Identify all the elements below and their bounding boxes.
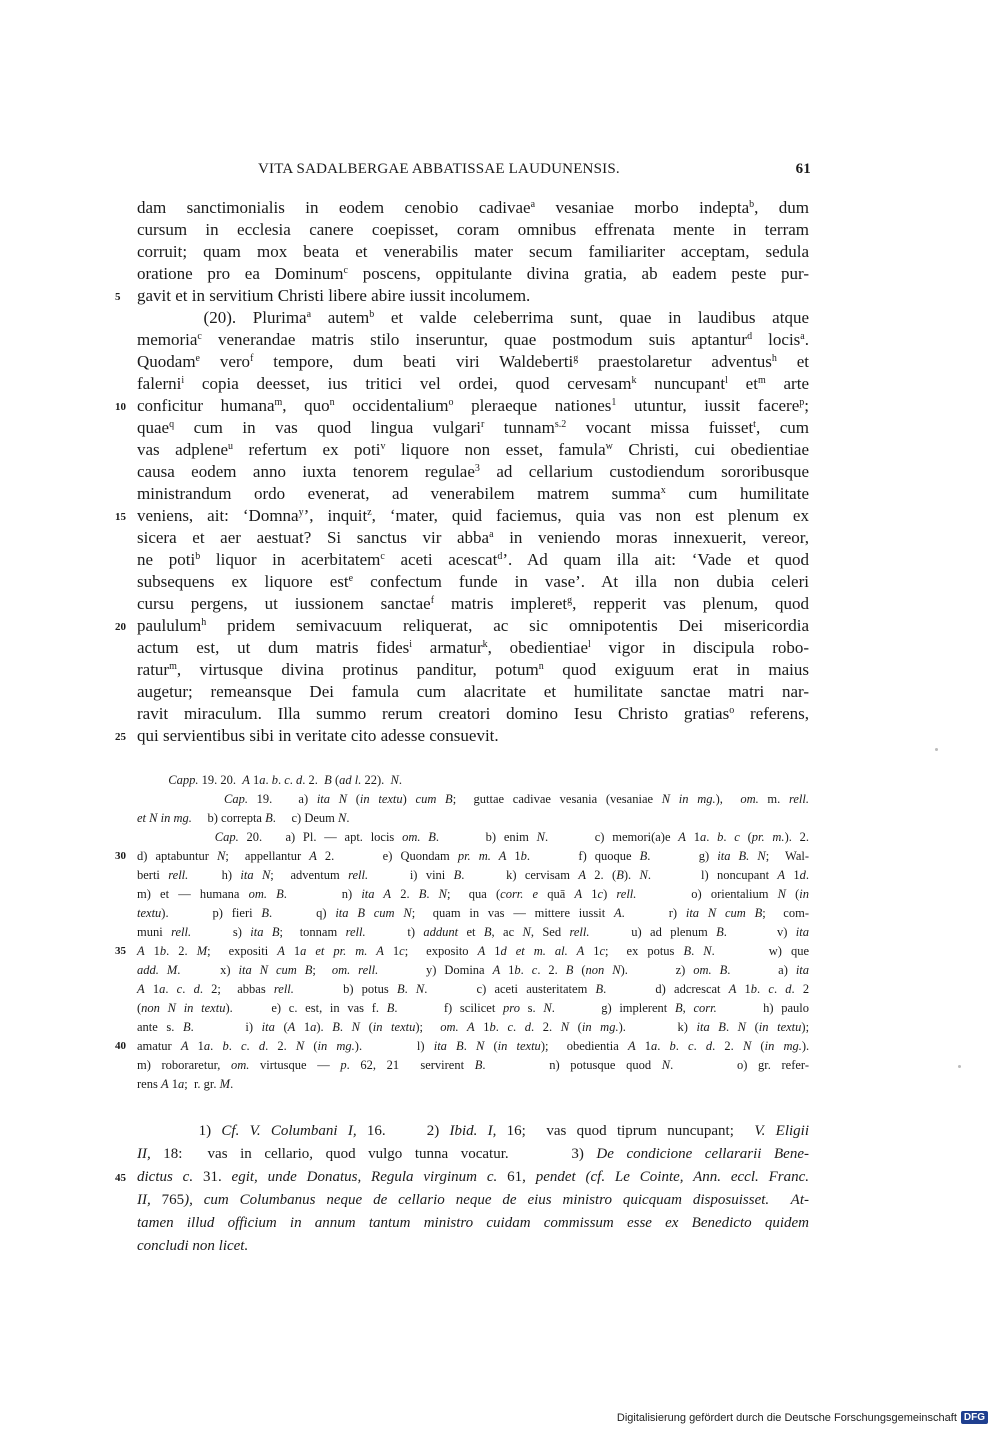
text-line — [137, 637, 809, 659]
text-line — [137, 483, 809, 505]
line-text: ne poti$^b$ liquor in acerbitatem$^c$ aceti acescat$^d$’. Ad quam illa ait: ‘Vade et quod — [137, 550, 809, 569]
apparatus-line — [137, 961, 809, 980]
text-line — [137, 417, 809, 439]
text-line — [115, 395, 809, 417]
apparatus-line — [137, 999, 809, 1018]
line-text: subsequens ex liquore est$^e$ confectum funde in vase’. At illa non dubia celeri — [137, 572, 809, 591]
line-text: (20). Plurima$^a$ autem$^b$ et valde celeberrima sunt, quae in laudibus atque — [137, 308, 809, 327]
line-text: (non N in textu). e) c. est, in vas f. B. f) scilicet pro s. N. g) implerent B, corr. h) paulo — [137, 1001, 809, 1015]
line-text: memoria$^c$ venerandae matris stilo inseruntur, quae postmodum suis aptantur$^d$ locis$^a$. — [137, 330, 809, 349]
credit-text: Digitalisierung gefördert durch die Deutsche Forschungsgemeinschaft — [616, 1411, 957, 1424]
text-line — [137, 351, 809, 373]
footnotes — [115, 1120, 810, 1258]
line-text: augetur; remeansque Dei famula cum alacritate et humilitate sanctae matri nar- — [137, 682, 809, 701]
line-text: berti rell. h) ita N; adventum rell. i) vini B. k) cervisam A 2. (B). N. l) noncupant A 1d. — [137, 868, 809, 882]
apparatus-line — [137, 809, 809, 828]
page-number: 61 — [795, 161, 811, 177]
line-number: 35 — [115, 945, 126, 957]
apparatus-line — [115, 847, 810, 866]
line-text: conficitur humana$^m$, quo$^n$ occidentalium$^o$ pleraeque nationes$^1$ utuntur, iussit facere$^p$; — [137, 396, 809, 415]
text-line — [137, 263, 809, 285]
text-line — [137, 527, 809, 549]
line-number: 30 — [115, 850, 126, 862]
line-text: muni rell. s) ita B; tonnam rell. t) addunt et B, ac N, Sed rell. u) ad plenum B. v) ita — [137, 925, 809, 939]
text-line — [137, 373, 809, 395]
text-line — [137, 571, 809, 593]
text-line — [115, 615, 809, 637]
line-text: dam sanctimonialis in eodem cenobio cadivae$^a$ vesaniae morbo indepta$^b$, dum — [137, 198, 809, 217]
line-text: sicera et aer aestuat? Si sanctus vir abba$^a$ in veniendo moras innexuerit, vereor, — [137, 528, 809, 547]
line-text: vas adplene$^u$ refertum ex poti$^v$ liquore non esset, famula$^w$ Christi, cui obedientiae — [137, 440, 810, 459]
line-number: 25 — [115, 731, 126, 743]
text-line — [137, 659, 809, 681]
text-line — [137, 461, 809, 483]
line-number: 5 — [115, 291, 121, 303]
text-line — [137, 593, 809, 615]
line-text: concludi non licet. — [137, 1238, 249, 1254]
line-text: Quodam$^e$ vero$^f$ tempore, dum beati viri Waldeberti$^g$ praestolaretur adventus$^h$ et — [137, 352, 809, 371]
line-text: add. M. x) ita N cum B; om. rell. y) Domina A 1b. c. 2. B (non N). z) om. B. a) ita — [137, 963, 810, 977]
dfg-logo: DFG — [961, 1411, 988, 1424]
footnote-line — [137, 1189, 809, 1212]
line-text: ante s. B. i) ita (A 1a). B. N (in textu); om. A 1b. c. d. 2. N (in mg.). k) ita B. N (in textu); — [137, 1020, 810, 1034]
apparatus-line — [137, 904, 809, 923]
line-number: 15 — [115, 511, 126, 523]
line-text: A 1b. 2. M; expositi A 1a et pr. m. A 1c; exposito A 1d et m. al. A 1c; ex potus B. N. w) que — [137, 944, 810, 958]
line-text: A 1a. c. d. 2; abbas rell. b) potus B. N. c) aceti austeritatem B. d) adcrescat A 1b. c. d. 2 — [137, 982, 810, 996]
line-text: rens A 1a; r. gr. M. — [137, 1077, 234, 1091]
text-line — [137, 703, 809, 725]
line-text: d) aptabuntur N; appellantur A 2. e) Quondam pr. m. A 1b. f) quoque B. g) ita B. N; Wal- — [137, 849, 810, 863]
line-text: m) roboraretur, om. virtusque — p. 62, 21 servirent B. n) potusque quod N. o) gr. refer- — [137, 1058, 809, 1072]
line-number: 40 — [115, 1040, 126, 1052]
text-line — [137, 681, 809, 703]
footnote-line — [137, 1235, 809, 1258]
running-title: VITA SADALBERGAE ABBATISSAE LAUDUNENSIS. — [258, 161, 620, 177]
line-text: quae$^q$ cum in vas quod lingua vulgari$^r$ tunnam$^{s.2}$ vocant missa fuisset$^t$, cum — [137, 418, 809, 437]
apparatus-line — [137, 828, 809, 847]
line-text: oratione pro ea Dominum$^c$ poscens, oppitulante divina gratia, ab eadem peste pur- — [137, 264, 810, 283]
line-text: Capp. 19. 20. A 1a. b. c. d. 2. B (ad l. 22). N. — [168, 773, 402, 787]
apparatus-line — [137, 1075, 809, 1094]
text-line — [137, 241, 809, 263]
footnote-line — [115, 1166, 809, 1189]
line-text: ratur$^m$, virtusque divina protinus panditur, potum$^n$ quod exiguum erat in maius — [137, 660, 809, 679]
text-line — [137, 197, 809, 219]
apparatus-line — [137, 771, 809, 790]
critical-apparatus — [115, 771, 810, 1094]
text-line — [137, 329, 809, 351]
apparatus-line — [137, 980, 809, 999]
line-number: 20 — [115, 621, 126, 633]
apparatus-line — [137, 923, 809, 942]
line-text: amatur A 1a. b. c. d. 2. N (in mg.). l) ita B. N (in textu); obedientia A 1a. b. c. d. 2. N (in mg.). — [137, 1039, 810, 1053]
line-text: II, 765), cum Columbanus neque de cellario neque de eius ministro quicquam disposuisset. At- — [137, 1192, 809, 1208]
line-text: tamen illud officium in annum tantum ministro cuidam commissum esse ex Benedicto quidem — [137, 1215, 809, 1231]
page-speck — [935, 748, 938, 751]
text-line — [137, 439, 809, 461]
line-number: 45 — [115, 1172, 126, 1184]
apparatus-line — [137, 1018, 809, 1037]
text-line — [137, 549, 809, 571]
footnote-line — [137, 1143, 809, 1166]
line-text: corruit; quam mox beata et venerabilis mater secum familiariter acceptam, sedula — [137, 242, 809, 261]
line-text: II, 18: vas in cellario, quod vulgo tunna vocatur. 3) De condicione cellararii Bene- — [137, 1146, 809, 1162]
line-text: ministrandum ordo evenerat, ad venerabilem matrem summa$^x$ cum humilitate — [137, 484, 809, 503]
line-text: ravit miraculum. Illa summo rerum creatori domino Iesu Christo gratias$^o$ referens, — [137, 704, 809, 723]
page-speck — [958, 1065, 961, 1068]
line-text: cursum in ecclesia canere coepisset, coram omnibus effrenata mente in terram — [137, 220, 809, 239]
running-header — [258, 161, 811, 183]
apparatus-line — [115, 942, 810, 961]
apparatus-line — [115, 1037, 810, 1056]
text-line — [115, 285, 809, 307]
line-text: dictus c. 31. egit, unde Donatus, Regula virginum c. 61, pendet (cf. Le Cointe, Ann. eccl. Franc. — [137, 1169, 809, 1185]
footnote-line — [137, 1120, 809, 1143]
digitization-credit — [617, 1411, 988, 1424]
line-text: falerni$^i$ copia deesset, ius tritici vel ordei, quod cervesam$^k$ nuncupant$^l$ $et^m$ arte — [137, 374, 809, 393]
line-text: et N in mg. b) correpta B. c) Deum N. — [137, 811, 350, 825]
footnote-line — [137, 1212, 809, 1235]
line-text: cursu pergens, ut iussionem sanctae$^f$ matris impleret$^g$, repperit vas plenum, quod — [137, 594, 810, 613]
apparatus-line — [137, 866, 809, 885]
main-text — [115, 197, 810, 747]
line-text: Cap. 20. a) Pl. — apt. locis om. B. b) enim N. c) memori(a)e A 1a. b. c (pr. m.). 2. — [214, 830, 809, 844]
apparatus-line — [137, 790, 809, 809]
line-text: m) et — humana om. B. n) ita A 2. B. N; qua (corr. e quā A 1c) rell. o) orientalium N (in — [137, 887, 809, 901]
line-text: qui servientibus sibi in veritate cito adesse consuevit. — [137, 726, 499, 745]
line-text: paululum$^h$ pridem semivacuum reliquerat, ac sic omnipotentis Dei misericordia — [137, 616, 809, 635]
line-text: causa eodem anno iuxta tenorem regulae$^3$ ad cellarium custodiendum sororibusque — [137, 462, 809, 481]
text-line — [115, 505, 809, 527]
line-number: 10 — [115, 401, 126, 413]
line-text: Cap. 19. a) ita N (in textu) cum B; guttae cadivae vesania (vesaniae N in mg.), om. m. rell. — [224, 792, 809, 806]
apparatus-line — [137, 1056, 809, 1075]
text-line — [137, 219, 809, 241]
line-text: gavit et in servitium Christi libere abire iussit incolumem. — [137, 286, 531, 305]
text-line — [137, 307, 809, 329]
apparatus-line — [137, 885, 809, 904]
line-text: veniens, ait: ‘Domna$^y$’, inquit$^z$, ‘mater, quid faciemus, quia vas non est plenum ex — [137, 506, 809, 525]
line-text: actum est, ut dum matris fides$^i$ armatur$^k$, obedientiae$^l$ vigor in discipula robo- — [137, 638, 810, 657]
line-text: textu). p) fieri B. q) ita B cum N; quam in vas — mittere iussit A. r) ita N cum B; com- — [137, 906, 809, 920]
line-text: 1) Cf. V. Columbani I, 16. 2) Ibid. I, 16; vas quod tiprum nuncupant; V. Eligii — [137, 1123, 810, 1139]
text-line — [115, 725, 809, 747]
